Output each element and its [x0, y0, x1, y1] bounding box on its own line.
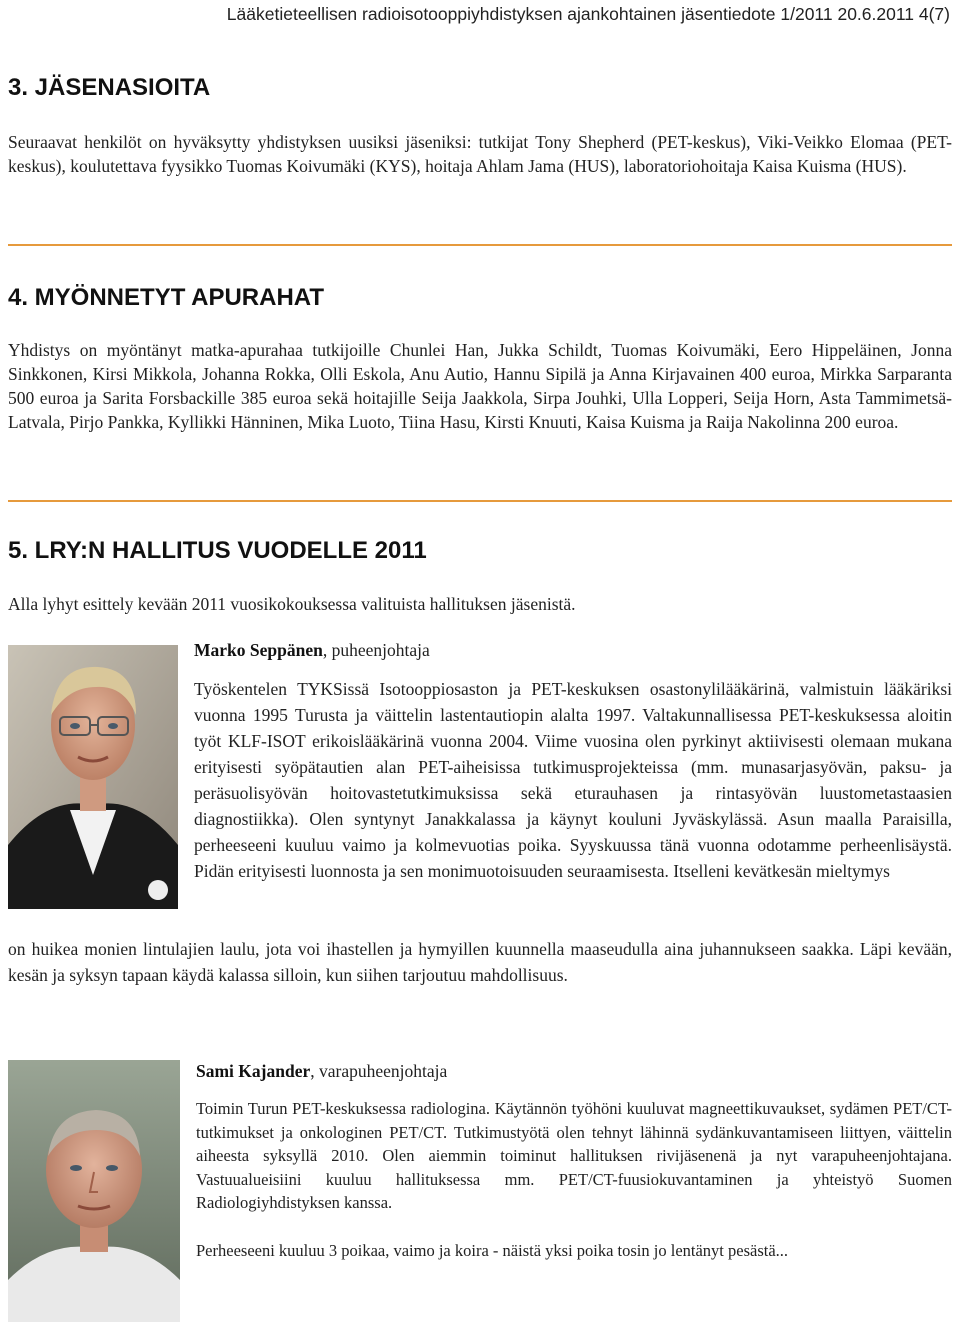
member-bio: Toimin Turun PET-keskuksessa radiologina. Käytännön työhöni kuuluvat magneettikuvaukset, sydämen PET/CT-tutkimukset ja onkologinen PET/CT. Tutkimustyötä olen tehnyt lähinnä sydänkuvantamiseen liittyen, väittelin aiheesta syksyllä 2010. Olen aiemmin toiminut hallituksen rivijäsenenä ja nyt varapuheenjohtajana. Vastuualueisiini kuuluu hallituksessa mm. PET/CT-fuusiokuvantaminen ja yhteistyö Suomen Radiologiyhdistyksen kanssa.	[196, 1099, 952, 1212]
member-name: Sami Kajander	[196, 1061, 311, 1081]
section-3-title: 3. JÄSENASIOITA	[8, 74, 211, 101]
section-4-body: Yhdistys on myöntänyt matka-apurahaa tutkijoille Chunlei Han, Jukka Schildt, Tuomas Koivumäki, Eero Hippeläinen, Jonna Sinkkonen, Kirsi Mikkola, Johanna Rokka, Olli Eskola, Anu Autio, Hannu Sipilä ja Anna Kirjavainen 400 euroa, Mirkka Sarparanta 500 euroa ja Sarita Forsbackille 385 euroa sekä hoitajille Seija Jaakkola, Sirpa Jouhki, Ulla Lopperi, Seija Horn, Asta Tammimetsä-Latvala, Pirjo Pankka, Kyllikki Hänninen, Mika Luoto, Tiina Hasu, Kirsti Knuuti, Kaisa Kuisma ja Raija Nakolinna 200 euroa.	[8, 340, 952, 432]
section-divider	[8, 244, 952, 246]
section-5-intro: Alla lyhyt esittely kevään 2011 vuosikokouksessa valituista hallituksen jäsenistä.	[8, 594, 576, 614]
member-name: Marko Seppänen	[194, 640, 323, 660]
member-name-line	[194, 640, 430, 661]
member-bio-continued: on huikea monien lintulajien laulu, jota voi ihastellen ja hymyillen kuunnella maaseudulla aina juhannukseen saakka. Läpi kevään, kesän ja syksyn tapaan käydä kalassa silloin, kun siihen tarjoutuu mahdollisuus.	[8, 939, 952, 985]
member-bio-family: Perheeseeni kuuluu 3 poikaa, vaimo ja koira - näistä yksi poika tosin jo lentänyt pesästä...	[196, 1241, 789, 1260]
section-divider	[8, 500, 952, 502]
section-5-title: 5. LRY:N HALLITUS VUODELLE 2011	[8, 537, 427, 564]
portrait-photo	[8, 1060, 180, 1322]
section-4-title: 4. MYÖNNETYT APURAHAT	[8, 284, 325, 311]
member-role: , varapuheenjohtaja	[310, 1061, 448, 1081]
portrait-photo	[8, 645, 178, 909]
member-photo	[8, 645, 178, 909]
member-photo	[8, 1060, 180, 1322]
member-name-line	[196, 1061, 447, 1082]
section-3-body: Seuraavat henkilöt on hyväksytty yhdistyksen uusiksi jäseniksi: tutkijat Tony Shepherd (PET-keskus), Viki-Veikko Elomaa (PET-keskus), koulutettava fyysikko Tuomas Koivumäki (KYS), hoitaja Ahlam Jama (HUS), laboratoriohoitaja Kaisa Kuisma (HUS).	[8, 132, 952, 176]
member-role: , puheenjohtaja	[322, 640, 430, 660]
page-header: Lääketieteellisen radioisotooppiyhdistyksen ajankohtainen jäsentiedote 1/2011 20.6.2011 4(7)	[226, 4, 950, 24]
member-bio: Työskentelen TYKSissä Isotooppiosaston ja PET-keskuksen osastonylilääkärinä, valmistuin lääkäriksi vuonna 1995 Turusta ja väittelin lastentautiopin alalta 1997. Valtakunnallisessa PET-keskuksessa aloitin työt KLF-ISOT erikoislääkärinä vuonna 2004. Viime vuosina olen pyrkinyt aktiivisesti olemaan mukana erityisesti syöpätautien alan PET-aiheisissa tutkimusprojekteissa (mm. munasarjasyövän, paksu- ja peräsuolisyövän hoitovastetutkimuksissa sekä eturauhasen ja rintasyövän luustometastaasien diagnostiikka). Olen syntynyt Janakkalassa ja käynyt kouluni Jyväskylässä. Asun maalla Paraisilla, perheeseeni kuuluu vaimo ja kolmevuotias poika. Syyskuussa tänä vuonna odotamme perheenlisäystä. Pidän erityisesti luonnosta ja sen monimuotoisuuden seuraamisesta. Itselleni kevätkesän mieltymys	[194, 679, 952, 881]
